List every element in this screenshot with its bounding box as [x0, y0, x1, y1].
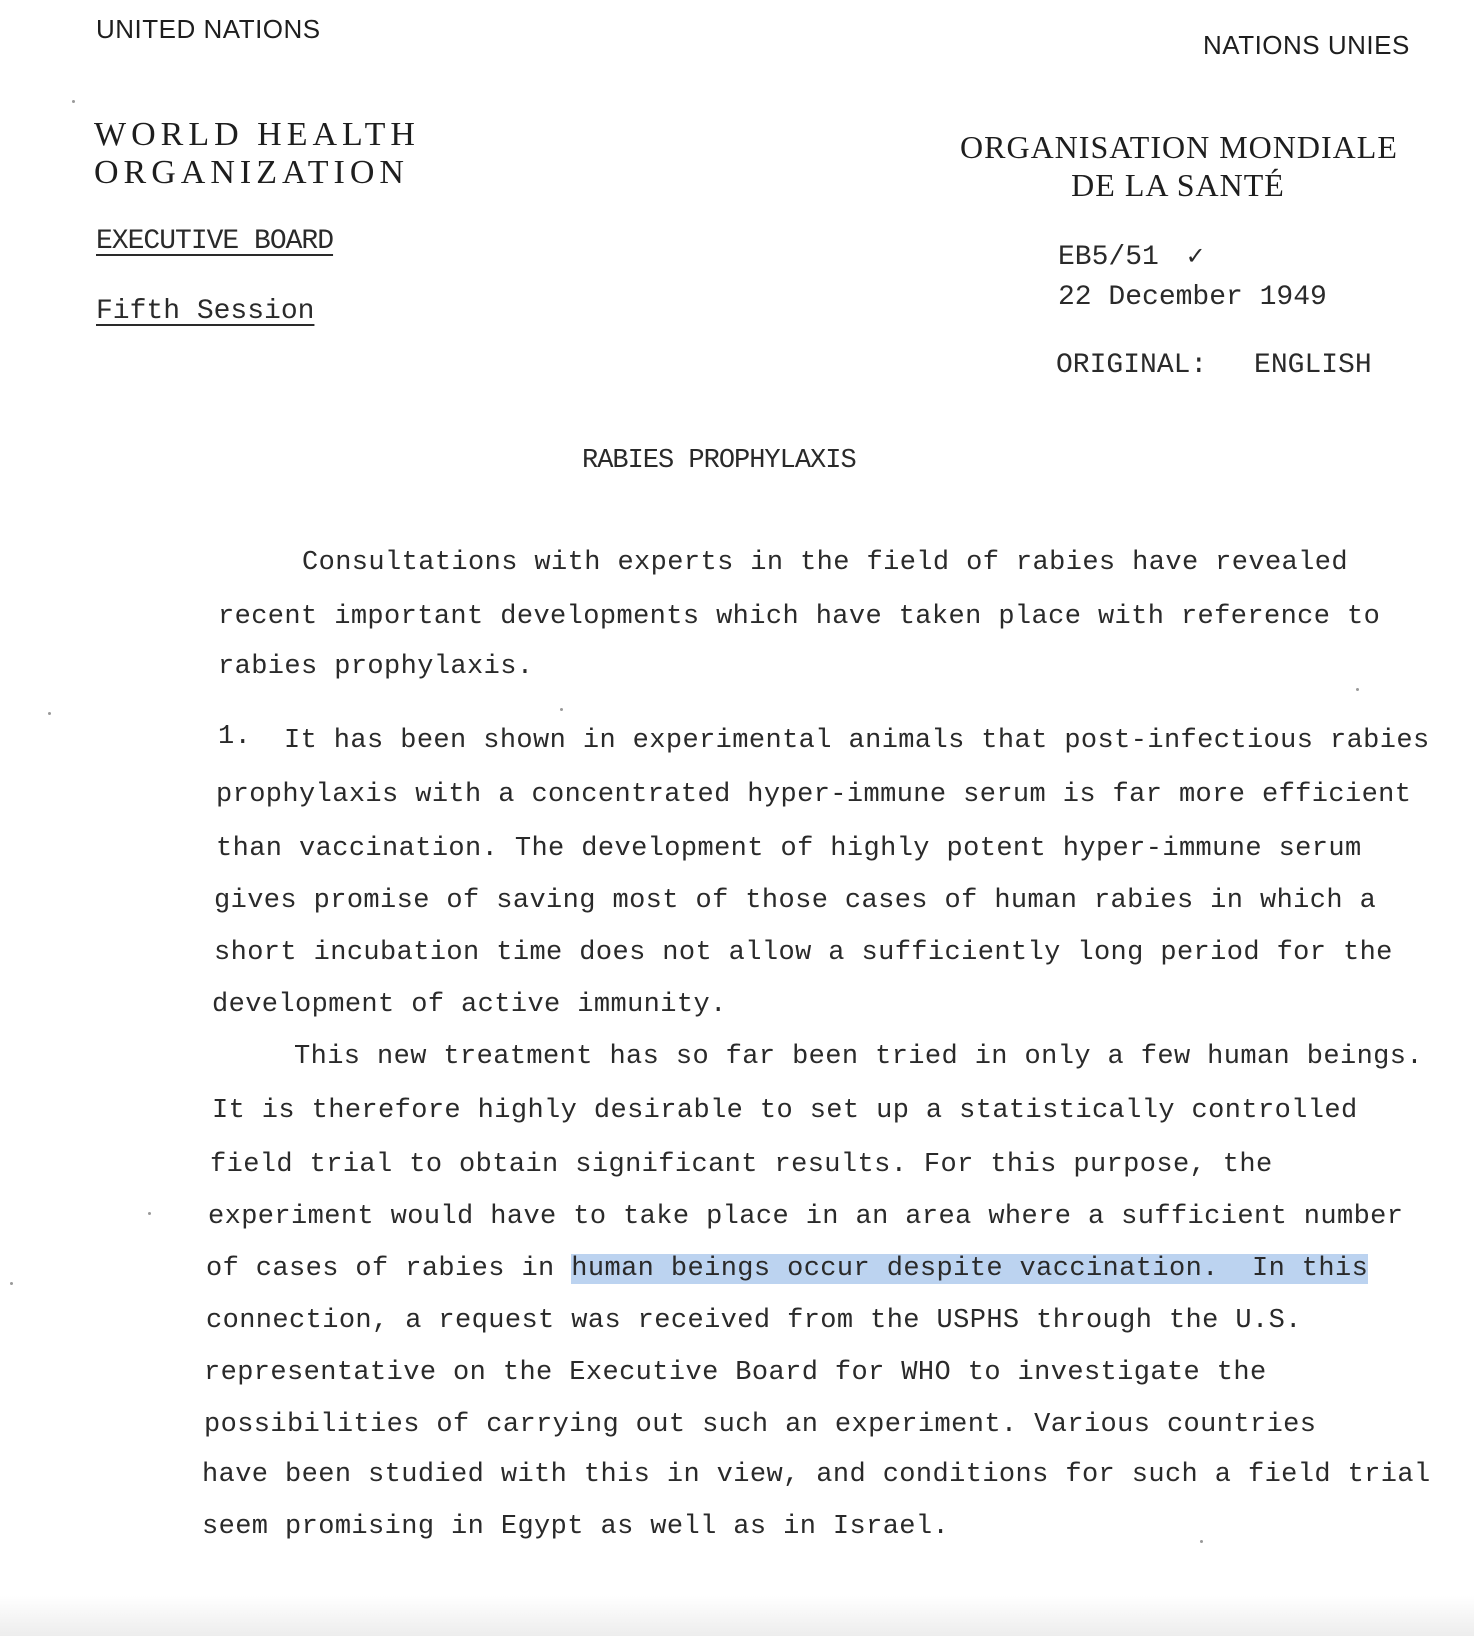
united-nations-label: UNITED NATIONS — [96, 14, 321, 44]
scan-speck — [148, 1212, 151, 1215]
para2-line: It is therefore highly desirable to set up a statistically controlled — [212, 1096, 1358, 1126]
scan-speck — [560, 708, 563, 711]
original-value: ENGLISH — [1254, 350, 1372, 381]
para2-line: seem promising in Egypt as well as in Israel. — [202, 1512, 950, 1542]
para2-highlight-line — [206, 1254, 1368, 1284]
para2-line: This new treatment has so far been tried in only a few human beings. — [294, 1042, 1423, 1072]
scan-speck — [1356, 688, 1359, 691]
para2-highlight-before: of cases of rabies in — [206, 1254, 572, 1284]
point1-number: 1. — [218, 722, 252, 752]
point1-line: development of active immunity. — [212, 990, 727, 1020]
nations-unies-label: NATIONS UNIES — [1203, 30, 1410, 60]
check-mark: ✓ — [1185, 242, 1206, 270]
document-number — [1058, 242, 1206, 273]
original-label: ORIGINAL: — [1056, 350, 1208, 381]
scan-speck — [72, 100, 75, 103]
scan-speck — [10, 1282, 13, 1285]
document-title: RABIES PROPHYLAXIS — [582, 446, 856, 476]
para2-line: connection, a request was received from the USPHS through the U.S. — [206, 1306, 1302, 1336]
scan-speck — [48, 712, 51, 715]
who-english-name — [94, 116, 420, 192]
intro-line: recent important developments which have taken place with reference to — [218, 602, 1381, 632]
scan-speck — [1200, 1540, 1203, 1543]
original-language — [1056, 350, 1372, 381]
intro-line: Consultations with experts in the field of rabies have revealed — [302, 548, 1348, 578]
para2-line: field trial to obtain significant results. For this purpose, the — [210, 1150, 1273, 1180]
point1-line: short incubation time does not allow a sufficiently long period for the — [214, 938, 1393, 968]
text-selection-highlight[interactable]: human beings occur despite vaccination. In this — [571, 1254, 1369, 1284]
para2-line: have been studied with this in view, and conditions for such a field trial — [202, 1460, 1431, 1490]
who-french-line1: ORGANISATION MONDIALE — [960, 129, 1398, 165]
session-label: Fifth Session — [96, 296, 315, 327]
intro-line: rabies prophylaxis. — [218, 652, 534, 682]
point1-line: than vaccination. The development of highly potent hyper-immune serum — [216, 834, 1362, 864]
page-bottom-shadow — [0, 1596, 1474, 1636]
document-date: 22 December 1949 — [1058, 282, 1327, 313]
point1-line: gives promise of saving most of those cases of human rabies in which a — [214, 886, 1377, 916]
who-english-line1: WORLD HEALTH — [94, 116, 420, 153]
point1-line: prophylaxis with a concentrated hyper-immune serum is far more efficient — [216, 780, 1412, 810]
who-english-line2: ORGANIZATION — [94, 154, 409, 191]
point1-line: It has been shown in experimental animals that post-infectious rabies — [284, 726, 1430, 756]
para2-line: possibilities of carrying out such an experiment. Various countries — [204, 1410, 1317, 1440]
who-french-name — [960, 128, 1396, 204]
para2-line: representative on the Executive Board for WHO to investigate the — [204, 1358, 1267, 1388]
who-french-line2: DE LA SANTÉ — [1071, 167, 1285, 203]
executive-board-label: EXECUTIVE BOARD — [96, 226, 334, 257]
document-number-text: EB5/51 — [1058, 242, 1159, 273]
para2-line: experiment would have to take place in an area where a sufficient number — [208, 1202, 1404, 1232]
